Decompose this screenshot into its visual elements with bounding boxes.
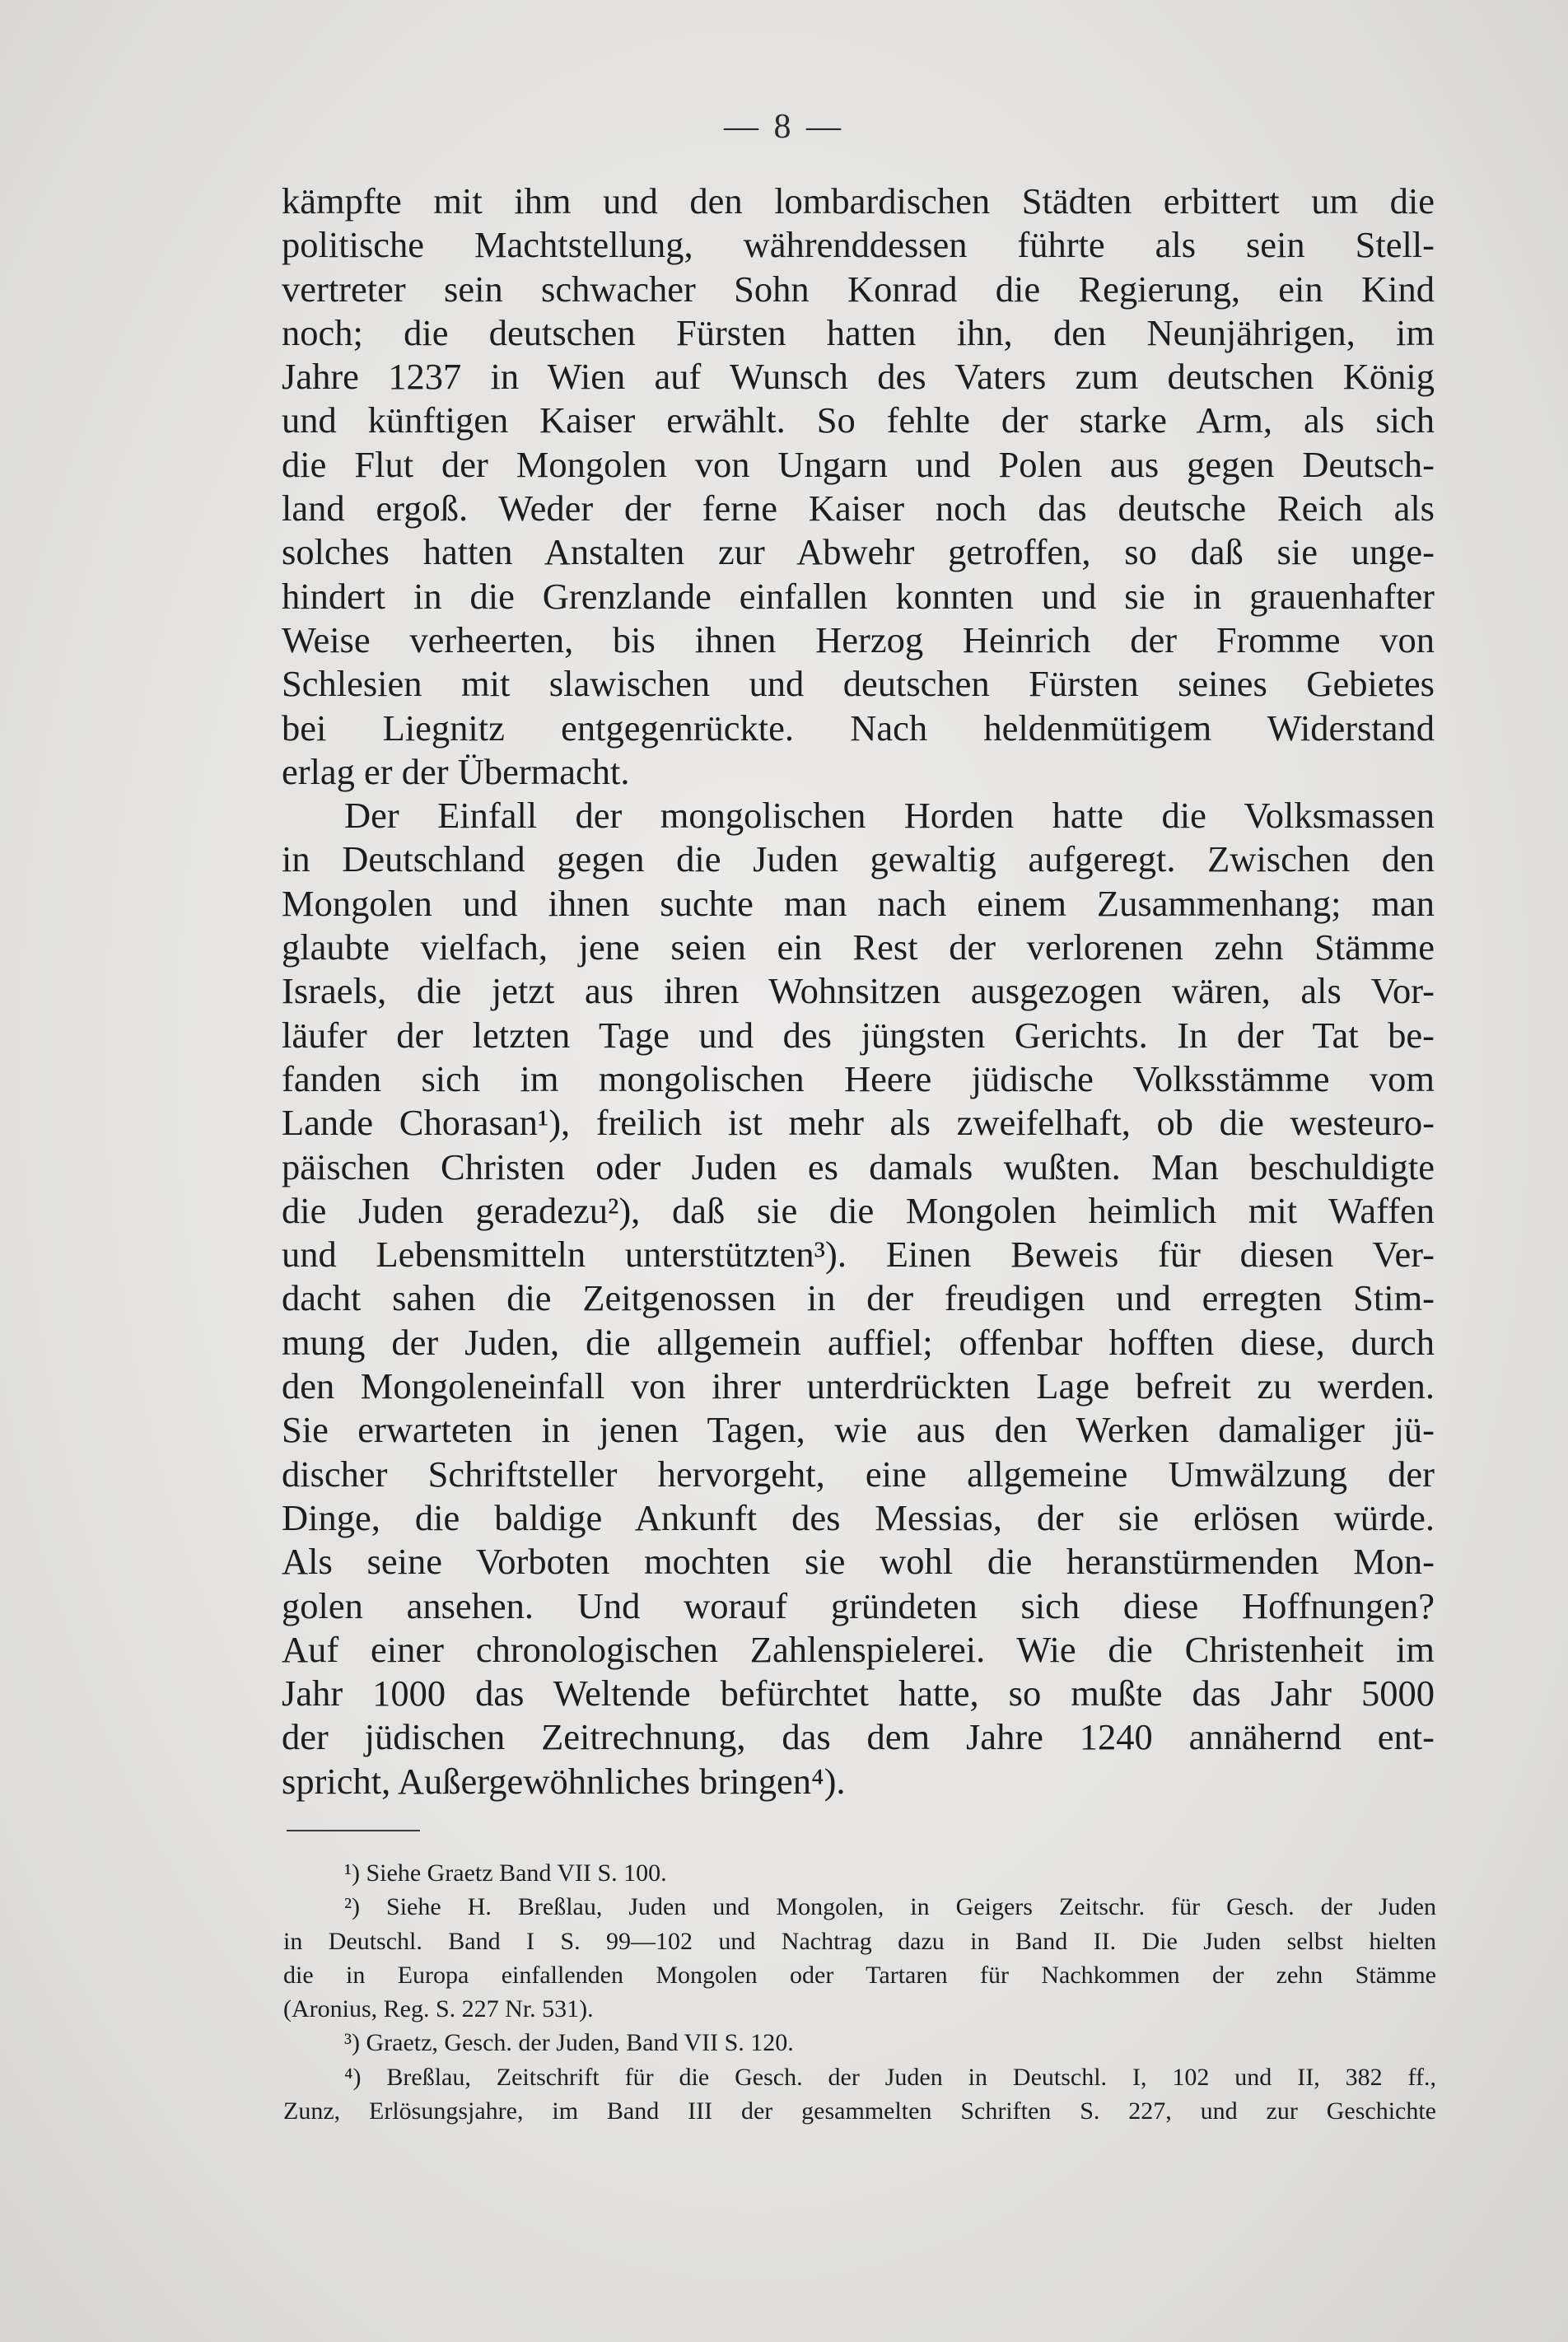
footnote-line: die in Europa einfallenden Mongolen oder Tartaren für Nachkommen der zehn Stämme bbox=[283, 1961, 1436, 1989]
footnote-line: Zunz, Erlösungsjahre, im Band III der gesammelten Schriften S. 227, und zur Geschichte bbox=[283, 2097, 1436, 2125]
body-text-line: und künftigen Kaiser erwählt. So fehlte der starke Arm, als sich bbox=[282, 399, 1435, 441]
body-text-line: noch; die deutschen Fürsten hatten ihn, den Neunjährigen, im bbox=[282, 311, 1435, 353]
footnote-divider bbox=[287, 1830, 420, 1831]
body-text-line: Auf einer chronologischen Zahlenspielerei. Wie die Christenheit im bbox=[282, 1628, 1435, 1670]
body-text-line: den Mongoleneinfall von ihrer unterdrückten Lage befreit zu werden. bbox=[282, 1365, 1435, 1407]
page-number: — 8 — bbox=[724, 108, 844, 146]
body-text-line: golen ansehen. Und worauf gründeten sich diese Hoffnungen? bbox=[282, 1584, 1435, 1626]
footnotes-block bbox=[283, 1856, 1436, 2128]
footnote-line: ¹) Siehe Graetz Band VII S. 100. bbox=[344, 1859, 667, 1887]
body-text-line: vertreter sein schwacher Sohn Konrad die Regierung, ein Kind bbox=[282, 268, 1435, 310]
footnote-line: in Deutschl. Band I S. 99—102 und Nachtrag dazu in Band II. Die Juden selbst hielten bbox=[283, 1927, 1436, 1955]
body-text-line: Weise verheerten, bis ihnen Herzog Heinrich der Fromme von bbox=[282, 618, 1435, 660]
main-text-block bbox=[282, 180, 1435, 1803]
body-text-line: kämpfte mit ihm und den lombardischen Städten erbittert um die bbox=[282, 180, 1435, 222]
body-text-line: spricht, Außergewöhnliches bringen⁴). bbox=[282, 1760, 846, 1802]
body-text-line: Der Einfall der mongolischen Horden hatte die Volksmassen bbox=[344, 795, 1435, 837]
body-text-line: glaubte vielfach, jene seien ein Rest der verlorenen zehn Stämme bbox=[282, 926, 1435, 968]
body-text-line: päischen Christen oder Juden es damals wußten. Man beschuldigte bbox=[282, 1145, 1435, 1187]
body-text-line: hindert in die Grenzlande einfallen konnten und sie in grauenhafter bbox=[282, 575, 1435, 617]
body-text-line: Sie erwarteten in jenen Tagen, wie aus den Werken damaliger jü- bbox=[282, 1409, 1435, 1451]
body-text-line: die Juden geradezu²), daß sie die Mongolen heimlich mit Waffen bbox=[282, 1189, 1435, 1231]
body-text-line: politische Machtstellung, währenddessen führte als sein Stell- bbox=[282, 224, 1435, 266]
body-text-line: Lande Chorasan¹), freilich ist mehr als zweifelhaft, ob die westeuro- bbox=[282, 1102, 1435, 1144]
body-text-line: land ergoß. Weder der ferne Kaiser noch das deutsche Reich als bbox=[282, 488, 1435, 530]
body-text-line: mung der Juden, die allgemein auffiel; offenbar hofften diese, durch bbox=[282, 1321, 1435, 1363]
body-text-line: Mongolen und ihnen suchte man nach einem Zusammenhang; man bbox=[282, 882, 1435, 924]
body-text-line: Dinge, die baldige Ankunft des Messias, der sie erlösen würde. bbox=[282, 1496, 1435, 1538]
body-text-line: bei Liegnitz entgegenrückte. Nach heldenmütigem Widerstand bbox=[282, 707, 1435, 749]
body-text-line: erlag er der Übermacht. bbox=[282, 750, 630, 792]
body-text-line: Jahre 1237 in Wien auf Wunsch des Vaters zum deutschen König bbox=[282, 356, 1435, 398]
body-text-line: und Lebensmitteln unterstützten³). Einen Beweis für diesen Ver- bbox=[282, 1234, 1435, 1276]
body-text-line: Als seine Vorboten mochten sie wohl die heranstürmenden Mon- bbox=[282, 1541, 1435, 1583]
footnote-line: ⁴) Breßlau, Zeitschrift für die Gesch. der Juden in Deutschl. I, 102 und II, 382 ff., bbox=[344, 2063, 1436, 2091]
body-text-line: der jüdischen Zeitrechnung, das dem Jahre 1240 annähernd ent- bbox=[282, 1716, 1435, 1758]
body-text-line: solches hatten Anstalten zur Abwehr getroffen, so daß sie unge- bbox=[282, 531, 1435, 573]
body-text-line: discher Schriftsteller hervorgeht, eine allgemeine Umwälzung der bbox=[282, 1453, 1435, 1495]
body-text-line: Israels, die jetzt aus ihren Wohnsitzen ausgezogen wären, als Vor- bbox=[282, 970, 1435, 1012]
body-text-line: dacht sahen die Zeitgenossen in der freudigen und erregten Stim- bbox=[282, 1277, 1435, 1319]
body-text-line: die Flut der Mongolen von Ungarn und Polen aus gegen Deutsch- bbox=[282, 443, 1435, 485]
body-text-line: läufer der letzten Tage und des jüngsten Gerichts. In der Tat be- bbox=[282, 1014, 1435, 1056]
footnote-line: (Aronius, Reg. S. 227 Nr. 531). bbox=[283, 1995, 594, 2023]
body-text-line: in Deutschland gegen die Juden gewaltig aufgeregt. Zwischen den bbox=[282, 838, 1435, 880]
body-text-line: Jahr 1000 das Weltende befürchtet hatte, so mußte das Jahr 5000 bbox=[282, 1673, 1435, 1715]
footnote-line: ³) Graetz, Gesch. der Juden, Band VII S. 120. bbox=[344, 2029, 794, 2057]
body-text-line: Schlesien mit slawischen und deutschen Fürsten seines Gebietes bbox=[282, 663, 1435, 705]
footnote-line: ²) Siehe H. Breßlau, Juden und Mongolen, in Geigers Zeitschr. für Gesch. der Juden bbox=[344, 1893, 1436, 1921]
body-text-line: fanden sich im mongolischen Heere jüdische Volksstämme vom bbox=[282, 1057, 1435, 1099]
